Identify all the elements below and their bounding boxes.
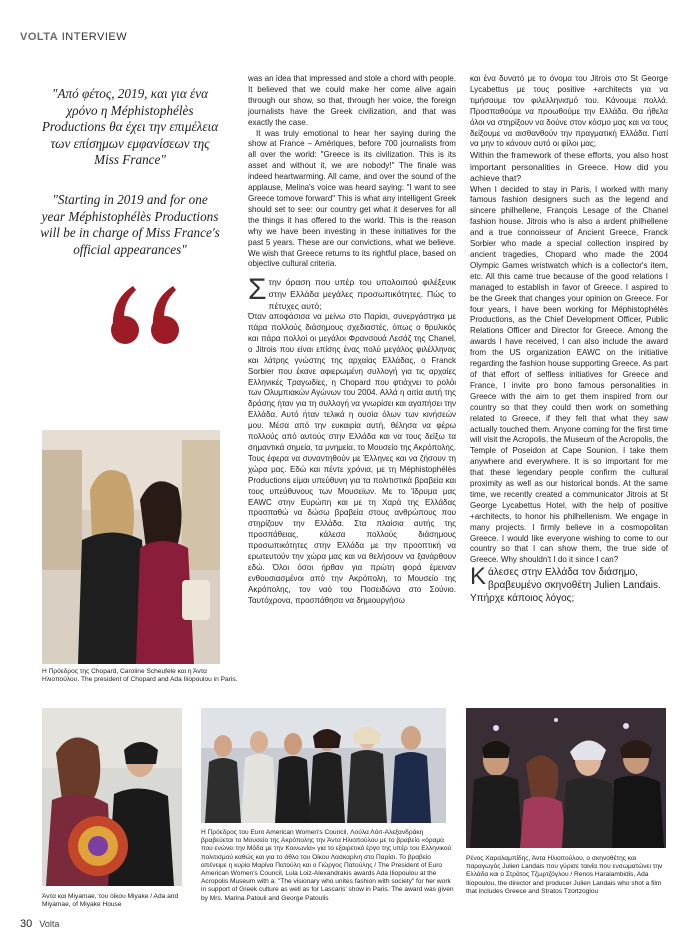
page-header (20, 31, 127, 43)
caption-photo4: Ρένος Χαραλαμπίδης, Άντα Ηλιοπούλου, ο σκηνοθέτης και παραγωγός Julien Landais που γύρισε ταινία που ενσωματώνει την Ελλάδα και ο Στράτος Τζωρτζόγλου / Renos Haralambidis, Ada Iliopoulou, the director and producer Julien Landais who shot a film that includes Greece and Stratos Tzortzoglou (466, 855, 663, 895)
photo-chopard-president (42, 430, 220, 664)
col2-paragraph-1: και ένα δυνατό με το όνομα του Jitrois στο St George Lycabettus με τους positive +architects για να τιμήσουμε τον φιλελληνισμό του. Κάνουμε πολλά. Προσπαθούμε να προωθούμε την Ελλάδα. Θα ήθελα όλοι να στηρίξουν να δούνε στον κόσμο μας και να τους δείξουμε να αισθανθούν την πραγματική Ελλάδα. Γιατί να μην το κάνουν αυτό οι φίλοι μας; (470, 74, 668, 149)
footer-magazine-name: Volta (39, 919, 60, 929)
photo-julien-landais (466, 708, 666, 848)
photo-miyake (42, 708, 182, 886)
section-label: INTERVIEW (61, 31, 128, 43)
article-column-1 (248, 74, 456, 607)
quote-marks-icon (103, 280, 193, 350)
pull-quote-greek: "Από φέτος, 2019, και για ένα χρόνο η Méphistophélès Productions θα έχει την επιμέλεια των επίσημων εμφανίσεων της Miss France" (41, 86, 219, 167)
col1-paragraph-4: Όταν αποφάσισα να μείνω στο Παρίσι, συνεργάστηκα με πάρα πολλούς διάσημους σχεδιαστές, όπως ο θρυλικός και πάρα πολλοί οι μεγάλοι Φρανσουά Λεσάζ της Chanel, ο Jitrois που είναι επίσης ένας πολύ μεγάλος φιλέλληνας και λάτρης γνώστης της αρχαίας Ελλάδας, ο Franck Sorbier που έκανε αφιερωμένη συλλογή για τις αρχαίες Ελληνικές Τραγωδίες, η Chopard που φτιάχνει το ρολόι των Ολυμπιακών Αγώνων του 2004. Αλλά η αιτία αυτή της δράσης ήταν για τη συλλογή να γνωρίσει και αγαπήσει την Ελλάδα. Αυτό ήταν τελικά η ουσία όλων των κινήσεών μου. Μέσα από την ευκαιρία αυτή, θέλησα να φέρω πολλούς από αυτούς στην Ελλάδα και να τους δείξω τα σημαντικά σημεία, τα μνημεία, το Μουσείο της Ακρόπολης. Τους έφερα να συναντηθούν με Έλληνες και να ζήσουν τη χώρα μας. Εδώ και πέντε χρόνια, με τη Méphistophélès Productions είμαι υπεύθυνη για τα πολιτιστικά βραβεία και τους υπεύθυνους των Μουσείων. Με το Ίδρυμα μας EAWC στην Ευρώπη και με τη Χαρά της Ελλάδας προσπαθώ να δώσω βραβεία στους ανθρώπους που στηρίζουν την Ελλάδα. Στα πλαίσια αυτής της προσπάθειας, κάλεσα πολλούς διάσημους προσωπικότητες στην Ελλάδα με την προοπτική να ερωτευτούν την χώρα μας και να θελήσουν να ξανάρθουν εδώ. Όλοι όσοι ήρθαν για πρώτη φορά έμειναν ενθουσιασμένοι από την Ακρόπολη, το Μουσείο της Ακρόπολης, τον ναό του Ποσειδώνα στο Σούνιο. Ταυτόχρονα, προσπάθησα να δημιουργήσω (248, 312, 456, 605)
col2-next-question (470, 563, 668, 605)
caption-photo1: Η Πρόεδρος της Chopard, Caroline Scheufele και η Άντα Ηλιοπούλου. The president of Chopard and Ada Iliopoulou in Paris. (42, 668, 238, 684)
col1-paragraph-1: was an idea that impressed and stole a chord with people. It believed that we could make her come alive again through our show, so that, through her voice, the foreign journalists have the Greek civilization, and that was exactly the case. (248, 74, 456, 127)
page-number: 30 (20, 918, 33, 930)
photo-eawc-award (201, 708, 446, 823)
magazine-brand: VOLTA (20, 31, 59, 43)
caption-photo2: Άντα και Miyamae, του οίκου Miyake / Ada and Miyamae, of Miyake House (42, 893, 179, 909)
page-footer (20, 918, 59, 930)
col1-question (248, 273, 456, 312)
col1-question-text: την όραση που υπέρ του υπολοιπού φιλέξενικ στην Ελλάδα μεγάλες προσωπικότητες. Πώς το πέτυχες αυτό; (268, 277, 456, 311)
article-column-2 (470, 74, 668, 605)
col2-paragraph-3: When I decided to stay in Paris, I worked with many famous fashion designers such as the legend and sincere philhellene, François Lesage of the Chanel fashion house. Jitrois who is also a ardent philhellene and a true connoisseur of Ancient Greece, Franck Sorbier who made a special collection inspired by ancient tragedies, Chopard who made the 2004 Olympic Games wristwatch which is a collector's item, etc. All this came true because of the good relations I managed to establish in favor of Greece. I aspired to be the Greek that changes your opinion on Greece. For four years, I have been working for Méphistophélès Productions, as the Chief Development Officer, Public Relations Officer and Director for Greece. Among the awards I have received, I can also include the award from the US organization EAWC on the initiative regarding the fashion house supporting Greece. As part of that effort of selfless initiatives for Greece and France, I invite pro bono famous personalities in Greece with the aim to get them inspired from our country so that they could then work on something related to Greece, if they felt that what they saw actually touched them. Anyone coming for the first time will visit the Acropolis, the Museum of the Acropolis, the Temple of Poseidon at Cape Sounion. I take them anywhere and everywhere. It is so important for me that these legendary people confirm the cultural proximity as well as our historical bonds. At the same time, we recently created a communicator Jitrois at St George Lycabettus Hotel, with the help of positive +architects, to honor his philhellenism. We engage in many projects. I firmly believe in a cosmopolitan Greece. I would like everyone wishing to come to our country so that I can show them, the true side of Greece. Why shouldn't I do it since I can? (470, 184, 668, 565)
dropcap-letter-2: Κ (470, 563, 487, 591)
col2-next-question-text: άλεσες στην Ελλάδα τον διάσημο, βραβευμένο σκηνοθέτη Julien Landais. Υπήρχε κάποιος λόγος; (470, 567, 661, 605)
col1-paragraph-2: It was truly emotional to hear her saying during the show at France – Amériques, before 700 journalists from all over the world: "Greece is its civilization. This is its asset and without it, we are nobody!" The finale was indeed heartwarming. All came, and over the sound of the applause, Melina's voice was heard saying: "I want to see Greece tomove forward" This is what any intelligent Greek should set to see: our country get what it deserves for all the things it has offered to the world. This is the reason why we have been investing in these initiatives for the past 5 years. These are our convictions, what we believe. We wish that Greece returns to its rightful place, based on objective cultural criteria. (248, 128, 456, 269)
caption-photo3: Η Πρόεδρος του Euro American Women's Council, Λούλα Λόιτ-Αλεξανδράκη βραβεύεται το Μουσείο της Ακρόπολης την Άντα Ηλιοπούλου με το βραβείο «όραμα που ενώνει την Μόδα με την Κοινωνία» για το εξαιρετικό έργο της υπέρ του Ελληνικού πολιτισμού καθώς και για το άθλο του Οίκου Λασκαρίνη στο Παρίσι. Το βραβείο απένειμε η κυρία Μαρίνα Πατούλη και ο Γιώργος Πατούλης / The President of Euro American Women's Council, Lula Loiz-Alexandrakis awards Ada Iliopoulou at the Acropolis Museum with a: "The visionary who unites fashion with society" for her work in support of Greek culture as well as for Lascaris' show in Paris. The award was given by Mrs. Marina Patouli and George Patoulis (201, 829, 454, 902)
dropcap-letter: Σ (248, 273, 267, 307)
col2-question: Within the framework of these efforts, you also host important personalities in Greece. How did you achieve that? (470, 150, 668, 184)
pull-quote-english: "Starting in 2019 and for one year Méphistophélès Productions will be in charge of Miss France's official appearances" (40, 192, 220, 257)
